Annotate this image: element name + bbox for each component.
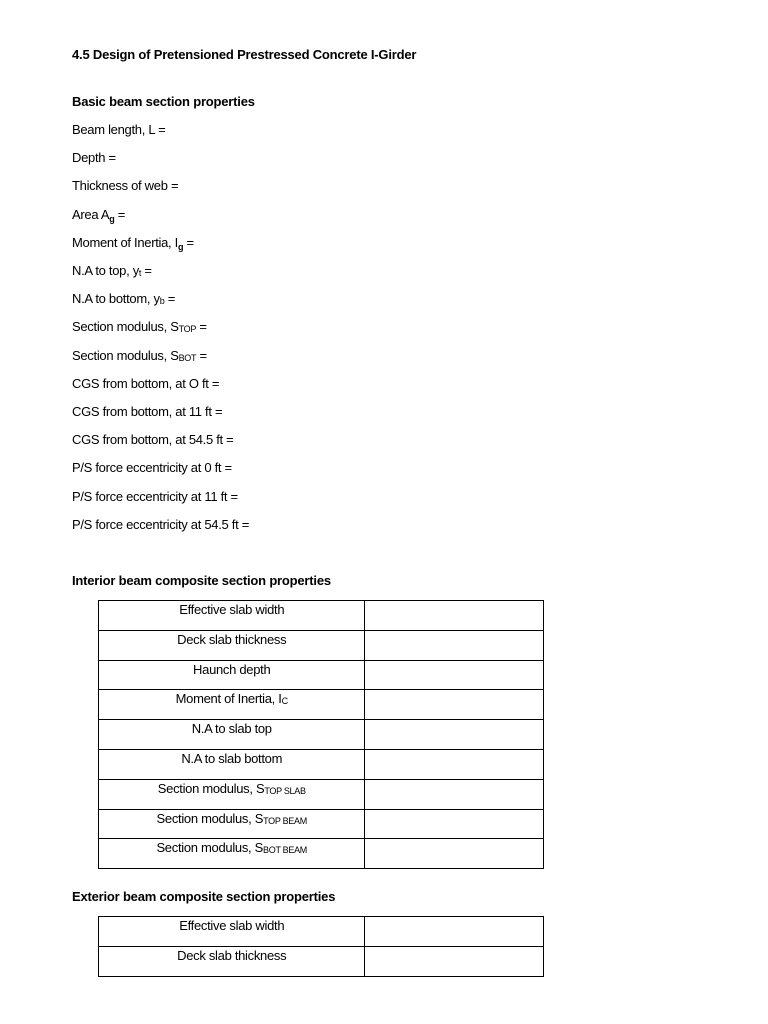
interior-table-row bbox=[99, 630, 544, 660]
property-subscript: TOP BEAM bbox=[263, 815, 307, 826]
interior-table-row bbox=[99, 660, 544, 690]
basic-property-line: Beam length, L = bbox=[72, 122, 166, 137]
exterior-properties-table bbox=[98, 916, 544, 977]
exterior-property-value bbox=[365, 917, 544, 947]
property-subscript: TOP SLAB bbox=[264, 785, 306, 796]
interior-table-row bbox=[99, 690, 544, 720]
property-equals: = bbox=[114, 206, 126, 222]
interior-properties-table bbox=[98, 600, 544, 869]
interior-property-value bbox=[365, 601, 544, 631]
basic-property-line bbox=[72, 207, 125, 224]
property-equals: = bbox=[183, 234, 194, 250]
basic-property-line: P/S force eccentricity at 0 ft = bbox=[72, 460, 232, 476]
basic-property-line: CGS from bottom, at 54.5 ft = bbox=[72, 432, 234, 448]
basic-property-line: Depth = bbox=[72, 150, 116, 166]
basic-property-line: CGS from bottom, at 11 ft = bbox=[72, 404, 223, 419]
basic-property-line bbox=[72, 263, 152, 278]
basic-property-line bbox=[72, 319, 207, 334]
interior-property-value bbox=[365, 779, 544, 809]
exterior-property-value bbox=[365, 946, 544, 976]
property-equals: = bbox=[164, 291, 176, 307]
property-subscript: g bbox=[109, 213, 115, 224]
property-label: Section modulus, S bbox=[72, 347, 179, 363]
interior-property-name: Haunch depth bbox=[99, 660, 365, 690]
property-label: Moment of Inertia, I bbox=[72, 234, 178, 250]
interior-property-name: N.A to slab bottom bbox=[99, 749, 365, 779]
property-label: N.A to top, y bbox=[72, 263, 139, 278]
interior-section-heading: Interior beam composite section properties bbox=[72, 573, 331, 588]
interior-property-name: Section modulus, STOP BEAM bbox=[99, 809, 365, 839]
property-subscript: C bbox=[281, 696, 288, 707]
interior-property-name: Deck slab thickness bbox=[99, 630, 365, 660]
interior-property-value bbox=[365, 749, 544, 779]
property-equals: = bbox=[196, 319, 207, 335]
document-title: 4.5 Design of Pretensioned Prestressed Concrete I-Girder bbox=[72, 47, 417, 62]
basic-property-line: P/S force eccentricity at 11 ft = bbox=[72, 488, 238, 504]
interior-property-value bbox=[365, 720, 544, 750]
interior-property-value bbox=[365, 809, 544, 839]
exterior-table-row bbox=[99, 917, 544, 947]
interior-table-row bbox=[99, 601, 544, 631]
interior-table-row bbox=[99, 779, 544, 809]
basic-property-line: Thickness of web = bbox=[72, 178, 179, 194]
property-subscript: BOT bbox=[178, 352, 197, 363]
basic-section-heading: Basic beam section properties bbox=[72, 94, 255, 109]
property-subscript: t bbox=[138, 268, 142, 278]
exterior-property-name: Deck slab thickness bbox=[99, 946, 365, 976]
interior-property-name: N.A to slab top bbox=[99, 720, 365, 750]
interior-table-row bbox=[99, 749, 544, 779]
property-label: Section modulus, S bbox=[72, 319, 179, 335]
basic-property-line: P/S force eccentricity at 54.5 ft = bbox=[72, 516, 250, 532]
interior-table-row bbox=[99, 720, 544, 750]
interior-property-name: Section modulus, STOP SLAB bbox=[99, 779, 365, 809]
exterior-section-heading: Exterior beam composite section properties bbox=[72, 889, 336, 904]
property-subscript: BOT BEAM bbox=[263, 845, 307, 856]
interior-property-name: Moment of Inertia, IC bbox=[99, 690, 365, 720]
property-subscript: b bbox=[159, 296, 165, 307]
property-subscript: g bbox=[178, 241, 184, 252]
property-label: Area A bbox=[72, 206, 110, 222]
basic-property-line: CGS from bottom, at O ft = bbox=[72, 375, 220, 391]
interior-property-value bbox=[365, 839, 544, 869]
interior-table-row bbox=[99, 809, 544, 839]
interior-property-value bbox=[365, 660, 544, 690]
basic-property-line bbox=[72, 348, 207, 363]
basic-property-line bbox=[72, 291, 175, 306]
property-equals: = bbox=[141, 263, 152, 278]
exterior-table-row bbox=[99, 946, 544, 976]
interior-property-name: Effective slab width bbox=[99, 601, 365, 631]
interior-property-value bbox=[365, 690, 544, 720]
property-equals: = bbox=[196, 347, 207, 363]
property-subscript: TOP bbox=[178, 324, 197, 335]
interior-table-row bbox=[99, 839, 544, 869]
interior-property-value bbox=[365, 630, 544, 660]
basic-property-line bbox=[72, 235, 194, 252]
exterior-property-name: Effective slab width bbox=[99, 917, 365, 947]
interior-property-name: Section modulus, SBOT BEAM bbox=[99, 839, 365, 869]
property-label: N.A to bottom, y bbox=[72, 291, 160, 307]
